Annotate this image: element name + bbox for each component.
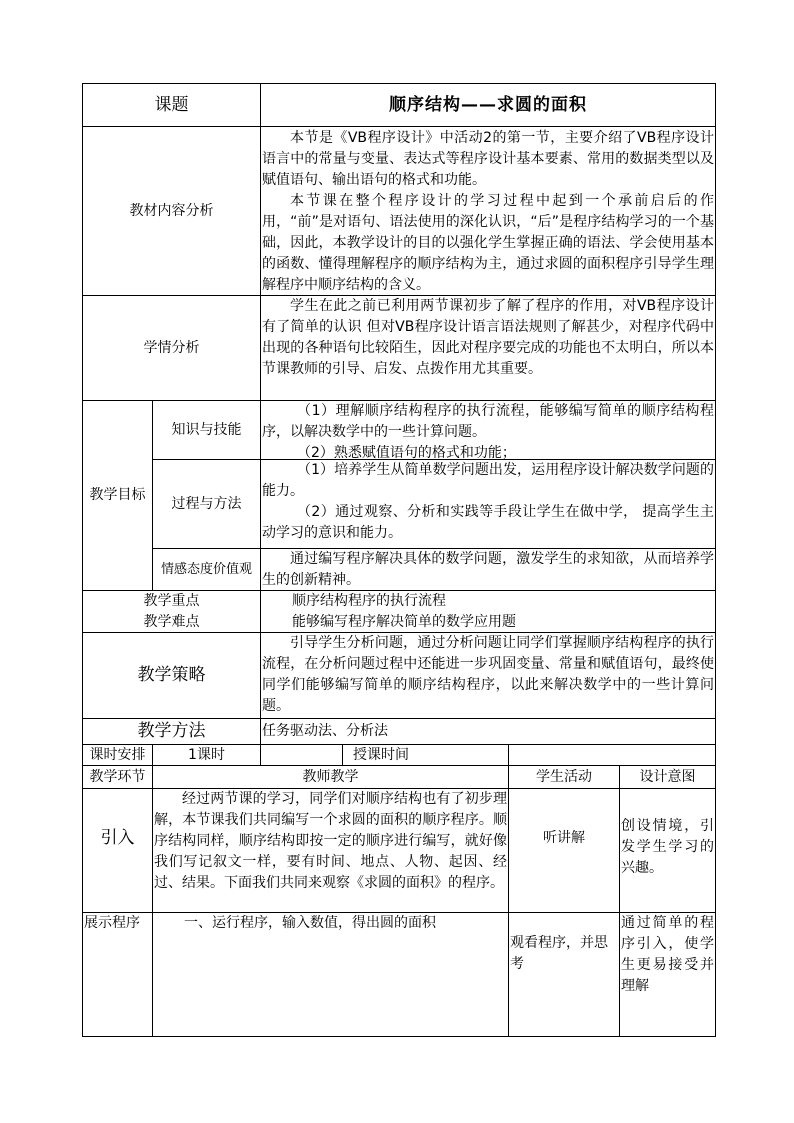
teacher-show-program: 一、运行程序，输入数值，得出圆的面积 [184, 915, 436, 931]
objectives-label: 教学目标 [89, 487, 146, 503]
class-hours-label: 课时安排 [89, 746, 146, 763]
objective-item: （2）通过观察、分析和实践等手段让学生在做中学， 提高学生主动学习的意识和能力。 [262, 504, 714, 541]
class-time-label: 授课时间 [353, 746, 409, 763]
emotion-values-label: 情感态度价值观 [160, 562, 252, 577]
difficulty-text: 能够编写程序解决简单的数学应用题 [292, 614, 516, 630]
student-intro: 听讲解 [543, 830, 585, 846]
learner-analysis-content [261, 296, 715, 400]
strategy-paragraph: 引导学生分析问题，通过分析问题让同学们掌握顺序结构程序的执行流程，在分析问题过程中还能进一步巩固变量、常量和赋值语句，最终使同学们能够编写简单的顺序结构程序，以此来解决数学中的一些计算问题。 [262, 635, 714, 714]
method-content: 任务驱动法、分析法 [262, 723, 388, 739]
method-label: 教学方法 [137, 721, 206, 741]
intent-show-program: 通过简单的程序引入，使学生更易接受并理解 [621, 915, 714, 994]
teacher-intro-text: 经过两节课的学习，同学们对顺序结构也有了初步理解，本节课我们共同编写一个求圆的面积的顺序程序。顺序结构同样，顺序结构即按一定的顺序进行编写，就好像我们写记叙文一样，要有时间、地点、人物、起因、经过、结果。下面我们共同来观察《求圆的面积》的程序。 [154, 791, 507, 891]
stage-show-program: 展示程序 [84, 915, 140, 931]
key-difficulty-labels [83, 591, 260, 632]
class-time-spacer [261, 745, 342, 765]
class-time-value [509, 745, 715, 765]
textbook-analysis-content [261, 127, 715, 295]
strategy-content [261, 633, 715, 718]
table-border-bottom [82, 1036, 716, 1037]
textbook-analysis-label: 教材内容分析 [129, 202, 214, 219]
textbook-paragraph: 本节课在整个程序设计的学习过程中起到一个承前启后的作用，“前”是对语句、语法使用的深化认识，“后”是程序结构学习的一个基础，因此，本教学设计的目的以强化学生掌握正确的语法、学会使用基本的函数、懂得理解程序的顺序结构为主，通过求圆的面积程序引导学生理解程序中顺序结构的含义。 [262, 193, 714, 293]
knowledge-skills-label: 知识与技能 [171, 421, 242, 438]
process-methods-label: 过程与方法 [171, 495, 242, 512]
objective-item: （1）培养学生从简单数学问题出发，运用程序设计解决数学问题的能力。 [262, 462, 714, 499]
knowledge-skills-content [261, 401, 715, 459]
key-difficulty-content [261, 591, 715, 632]
objective-item: （1）理解顺序结构程序的执行流程，能够编写简单的顺序结构程序，以解决数学中的一些计算问题。 [262, 403, 714, 440]
header-stage: 教学环节 [89, 768, 146, 785]
teacher-intro [153, 789, 508, 912]
objective-item: （2）熟悉赋值语句的格式和功能； [297, 445, 516, 461]
stage-intro: 引入 [100, 828, 135, 848]
intent-intro: 创设情境，引发学生学习的兴趣。 [621, 818, 714, 876]
student-show-program: 观看程序，并思考 [510, 935, 608, 972]
emotion-values-content [261, 549, 715, 590]
key-point-text: 顺序结构程序的执行流程 [292, 593, 446, 609]
objective-item: 通过编写程序解决具体的数学问题，激发学生的求知欲，从而培养学生的创新精神。 [262, 551, 714, 588]
header-student: 学生活动 [536, 768, 592, 785]
learner-analysis-label: 学情分析 [143, 339, 200, 356]
header-intent: 设计意图 [639, 768, 696, 785]
class-hours-value: 1课时 [188, 746, 225, 763]
learner-paragraph: 学生在此之前已利用两节课初步了解了程序的作用，对VB程序设计有了简单的认识 但对VB程序设计语言语法规则了解甚少，对程序代码中出现的各种语句比较陌生，因此对程序要完成的功能也不太明白，所以本节课教师的引导、启发、点拨作用尤其重要。 [262, 298, 714, 377]
process-methods-content [261, 460, 715, 548]
difficulty-label: 教学难点 [143, 614, 200, 630]
textbook-paragraph: 本节是《VB程序设计》中活动2的第一节，主要介绍了VB程序设计语言中的常量与变量、表达式等程序设计基本要素、常用的数据类型以及赋值语句、输出语句的格式和功能。 [262, 130, 714, 188]
header-teacher: 教师教学 [302, 768, 359, 785]
strategy-label: 教学策略 [137, 665, 206, 685]
topic-title: 顺序结构——求圆的面积 [389, 94, 587, 115]
key-point-label: 教学重点 [143, 593, 200, 609]
topic-label: 课题 [154, 94, 189, 115]
table-border-right [715, 83, 716, 1037]
